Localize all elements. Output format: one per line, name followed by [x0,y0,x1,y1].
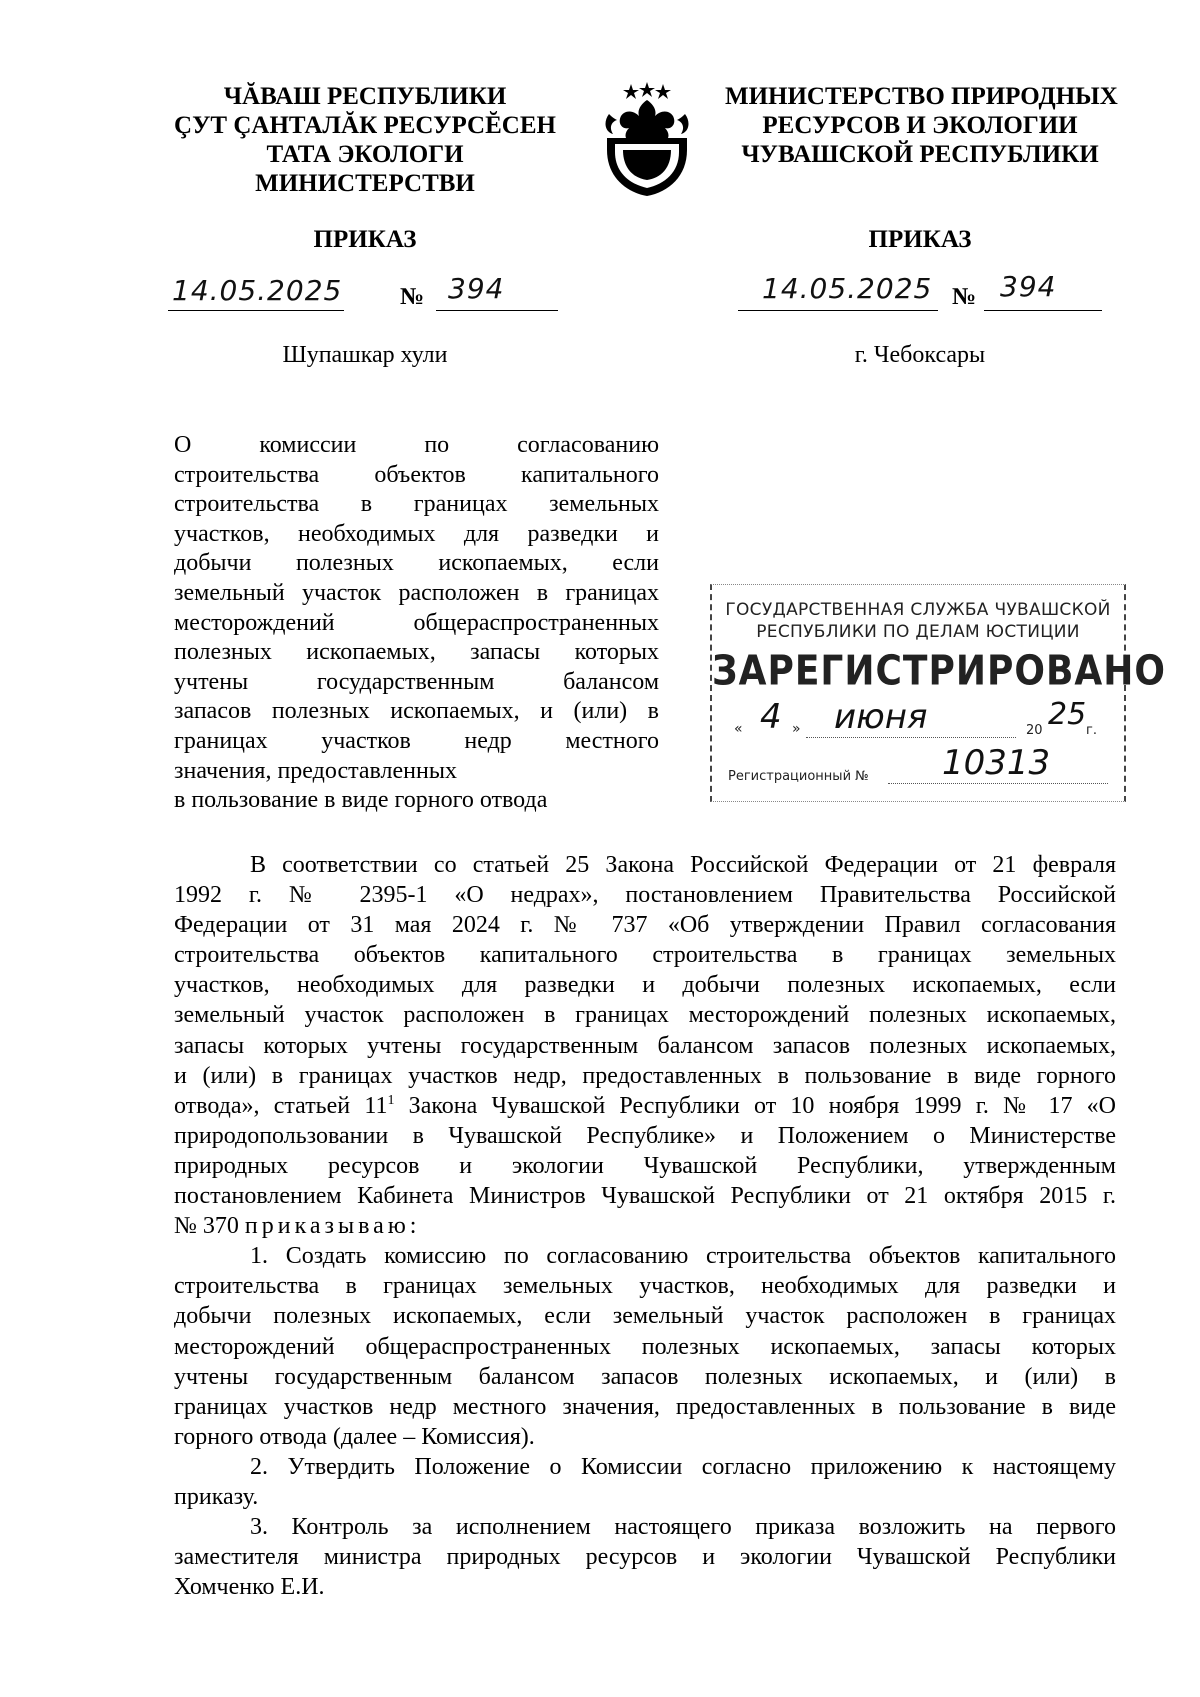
stamp-regno-underline [888,783,1108,784]
body-line: земельный участок расположен в границах месторождений полезных ископаемых, [174,1002,1116,1029]
subject-line: строительства в границах земельных [174,491,659,518]
item-1-line: добычи полезных ископаемых, если земельный участок расположен в границах [174,1303,1116,1330]
stamp-registration-number [728,743,1108,789]
item-3-line: Хомченко Е.И. [174,1574,325,1601]
subject-line: О комиссии по согласованию [174,432,659,458]
stamp-date [734,697,1114,743]
body-line: запасы которых учтены государственным балансом запасов полезных ископаемых, [174,1032,1116,1059]
body-line: Федерации от 31 мая 2024 г. № 737 «Об утверждении Правил согласования [174,912,1116,939]
header-russian-line: МИНИСТЕРСТВО ПРИРОДНЫХ [725,83,1118,110]
stamp-reg-label: Регистрационный № [728,769,869,784]
order-subject [174,431,659,816]
order-body [174,850,1116,1602]
coat-of-arms-emblem-icon [597,80,697,198]
body-text-fragment: № 370 [174,1213,245,1240]
header-chuvash-line: МИНИСТЕРСТВИ [255,170,475,197]
header-chuvash [150,82,580,198]
place-chuvash: Шупашкар хули [282,342,448,368]
place-russian: г. Чебоксары [854,342,986,368]
stamp-month: июня [834,697,928,737]
item-1-line: границах участков недр местного значения, предоставленных в пользование в виде [174,1393,1116,1420]
header-russian-line: РЕСУРСОВ И ЭКОЛОГИИ [762,112,1078,139]
subject-line: добычи полезных ископаемых, если [174,550,659,577]
subject-line: запасов полезных ископаемых, и (или) в [174,698,659,725]
item-2-line: приказу. [174,1483,259,1510]
item-3-line: 3. Контроль за исполнением настоящего приказа возложить на первого [250,1514,1116,1541]
superscript: 1 [387,1092,395,1108]
body-line: природопользовании в Чувашской Республике» и Положением о Министерстве [174,1122,1116,1149]
item-1-line: учтены государственным балансом запасов полезных ископаемых, и (или) в [174,1363,1116,1390]
body-text-fragment: Закона Чувашской Республики от 10 ноября 1999 г. № 17 «О [394,1092,1116,1119]
subject-line: полезных ископаемых, запасы которых [174,639,659,666]
body-line: постановлением Кабинета Министров Чувашской Республики от 21 октября 2015 г. [174,1183,1116,1210]
subject-line: учтены государственным балансом [174,668,659,695]
item-3-line: заместителя министра природных ресурсов и экологии Чувашской Республики [174,1544,1116,1571]
number-sign: № [400,284,425,310]
subject-line: границах участков недр местного [174,727,659,754]
stamp-year-suffix: 25 [1048,697,1087,732]
date-underline [738,310,938,311]
registration-stamp [710,584,1166,802]
handwritten-date-left: 14.05.2025 [172,274,343,307]
handwritten-number-right: 394 [1000,270,1057,303]
order-title-chuvash: ПРИКАЗ [313,226,417,253]
stamp-reg-number: 10313 [942,743,1051,783]
stamp-registered-label: ЗАРЕГИСТРИРОВАНО [712,647,1166,696]
body-line-with-superscript [174,1091,1116,1121]
header-chuvash-line: ТАТА ЭКОЛОГИ [266,141,464,168]
subject-line: значения, предоставленных [174,757,457,784]
stamp-quote-close: » [792,721,801,737]
date-number-right [738,270,1118,316]
subject-line: участков, необходимых для разведки и [174,520,659,547]
item-1-line: 1. Создать комиссию по согласованию строительства объектов капитального [250,1243,1116,1270]
stamp-day: 4 [760,697,782,737]
body-line: и (или) в границах участков недр, предоставленных в пользование в виде горного [174,1062,1116,1089]
header-russian [725,82,1118,169]
date-number-left [168,272,558,316]
number-sign: № [952,284,977,310]
handwritten-number-left: 394 [448,272,505,305]
stamp-org-line: РЕСПУБЛИКИ ПО ДЕЛАМ ЮСТИЦИИ [756,622,1080,642]
stamp-organization [712,599,1124,643]
body-line: 1992 г. № 2395-1 «О недрах», постановлением Правительства Российской [174,882,1116,909]
item-2-line: 2. Утвердить Положение о Комиссии согласно приложению к настоящему [250,1453,1116,1480]
handwritten-date-right: 14.05.2025 [762,272,933,305]
body-line: участков, необходимых для разведки и добычи полезных ископаемых, если [174,972,1116,999]
stamp-org-line: ГОСУДАРСТВЕННАЯ СЛУЖБА ЧУВАШСКОЙ [725,600,1111,620]
header-russian-line: ЧУВАШСКОЙ РЕСПУБЛИКИ [741,141,1099,168]
stamp-quote-open: « [734,721,743,737]
subject-line: земельный участок расположен в границах [174,579,659,606]
stamp-month-underline [806,737,1016,738]
item-1-line: строительства в границах земельных участков, необходимых для разведки и [174,1273,1116,1300]
body-line: строительства объектов капитального строительства в границах земельных [174,942,1116,969]
stamp-year-prefix: 20 [1026,723,1043,738]
body-line: В соответствии со статьей 25 Закона Российской Федерации от 21 февраля [250,852,1116,878]
number-underline [984,310,1102,311]
body-line: природных ресурсов и экологии Чувашской Республики, утвержденным [174,1152,1116,1179]
item-1-line: месторождений общераспространенных полезных ископаемых, запасы которых [174,1333,1116,1360]
header-chuvash-line: ЧĂВАШ РЕСПУБЛИКИ [223,83,507,110]
item-1-line: горного отвода (далее – Комиссия). [174,1423,535,1450]
header-chuvash-line: ÇУТ ÇАНТАЛĂК РЕСУРСĔСЕН [174,112,556,139]
subject-line: месторождений общераспространенных [174,609,659,636]
date-underline [168,310,344,311]
subject-line: строительства объектов капитального [174,461,659,488]
body-text-fragment: отвода», статьей 11 [174,1092,388,1119]
subject-line: в пользование в виде горного отвода [174,787,548,814]
body-line-order-word [174,1211,1116,1241]
order-verb: приказываю: [244,1213,421,1240]
stamp-year-g: г. [1086,723,1097,738]
order-title-russian: ПРИКАЗ [868,226,972,253]
number-underline [436,310,558,311]
